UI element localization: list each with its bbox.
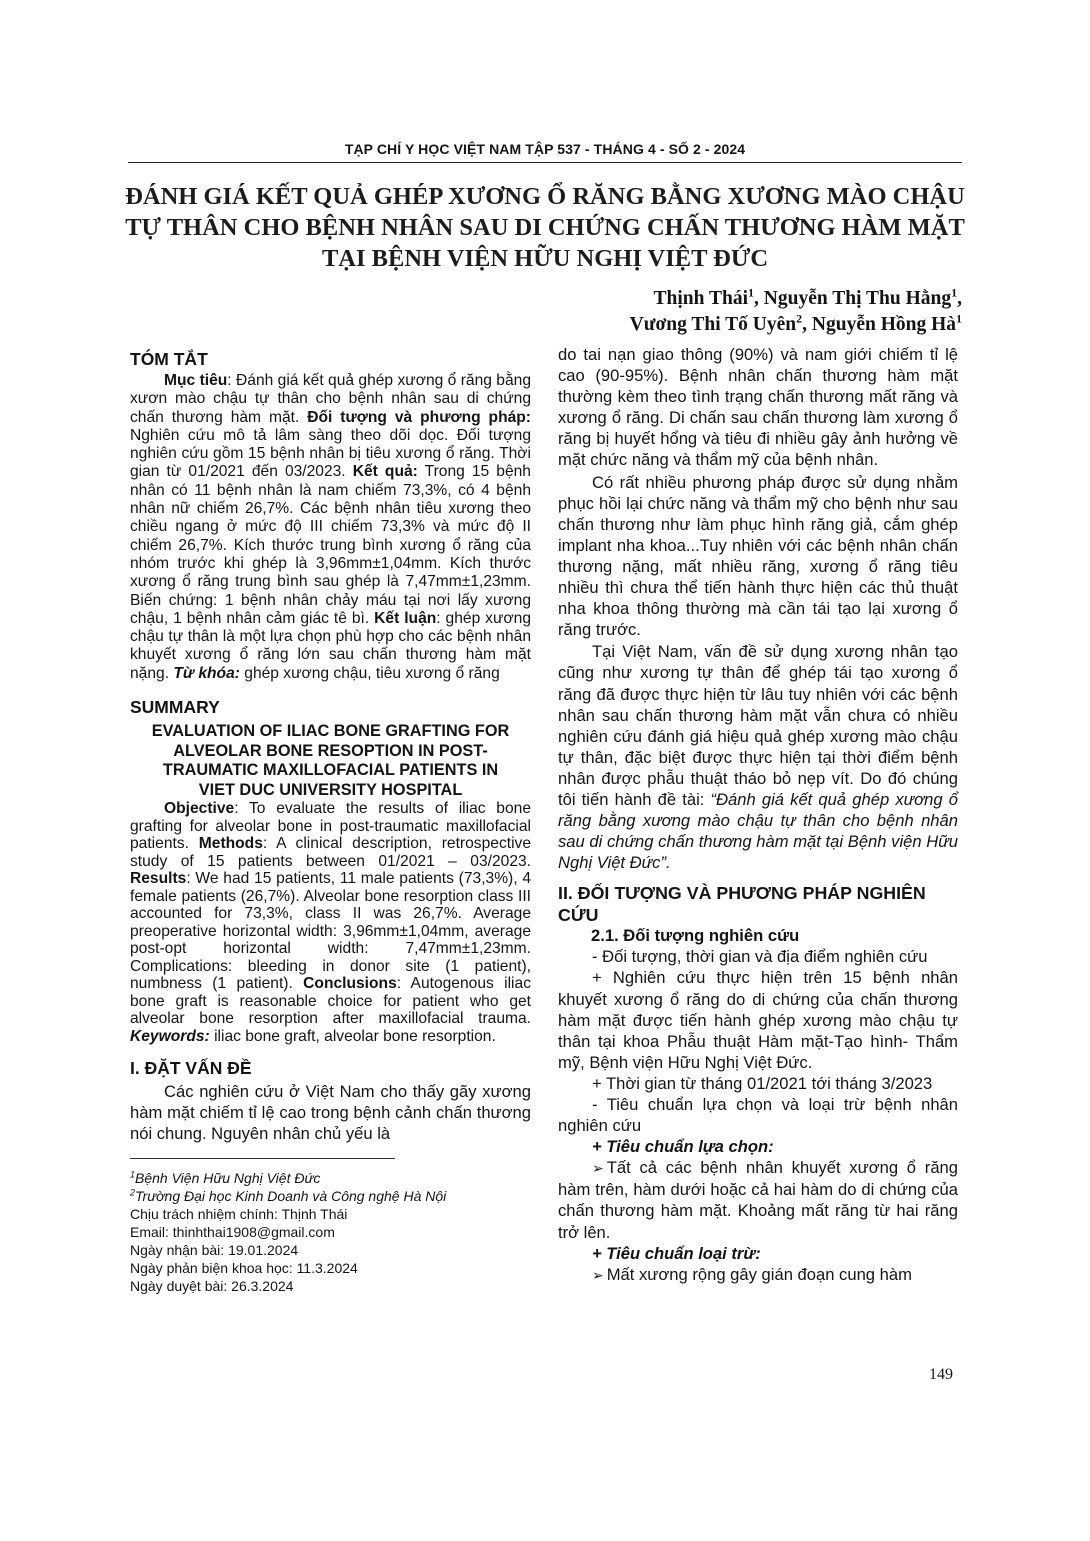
methods-item-3: + Thời gian từ tháng 01/2021 tới tháng 3/2023	[592, 1073, 933, 1093]
methods-heading: II. ĐỐI TƯỢNG VÀ PHƯƠNG PHÁP NGHIÊN CỨU	[558, 883, 926, 926]
footnote-email: Email: thinhthai1908@gmail.com	[130, 1224, 335, 1241]
footnote-rule	[130, 1158, 395, 1159]
intro-paragraph-2: Có rất nhiều phương pháp được sử dụng nhằm phục hồi lại chức năng và thẩm mỹ cho bệnh như sau chấn thương như làm phục hình răng giả, cắm ghép implant nha khoa...Tuy nhiên với các bệnh nhân chấn thương nặng, mất nhiều răng, xương ổ răng tiêu nhiều thì chưa thể tiến hành thực hiện các thủ thuật nha khoa thông thường mà cần tái tạo lại xương ổ răng trước.	[558, 472, 958, 640]
inclusion-criteria-heading: + Tiêu chuẩn lựa chọn:	[592, 1137, 774, 1157]
abstract-vi-methods: Nghiên cứu mô tả lâm sàng theo dõi dọc. Đối tượng nghiên cứu gồm 15 bệnh nhân bị tiêu xương ổ răng. Thời gian từ 01/2021 đến 03/2023.	[130, 426, 531, 481]
summary-methods-label: Methods	[198, 835, 263, 853]
arrow-bullet-icon: ➢	[592, 1160, 604, 1177]
author-3-affil: 2	[796, 311, 803, 326]
author-1: Thịnh Thái	[653, 288, 749, 309]
intro-paragraph-1: Các nghiên cứu ở Việt Nam cho thấy gãy xương hàm mặt chiếm tỉ lệ cao trong bệnh cảnh chấn thương nói chung. Nguyên nhân chủ yếu là	[130, 1082, 531, 1144]
title-line-1: ĐÁNH GIÁ KẾT QUẢ GHÉP XƯƠNG Ổ RĂNG BẰNG XƯƠNG MÀO CHẬU	[125, 183, 965, 210]
abstract-vi-results-label: Kết quả:	[352, 463, 418, 481]
summary-title	[130, 722, 531, 800]
abstract-vi-conclusion: : ghép xương chậu tự thân là một lựa chọn phù hợp cho các bệnh nhân khuyết xương ổ răng lớn sau chấn thương hàm mặt nặng.	[130, 609, 531, 682]
summary-conclusions: : Autogenous iliac bone graft is reasonable choice for patient who get alveolar bone resorption after maxillofacial trauma.	[130, 975, 531, 1028]
exclusion-criteria-item	[558, 1264, 958, 1286]
abstract-vi-body	[130, 372, 531, 683]
summary-results-label: Results	[130, 870, 187, 888]
summary-title-line-3: TRAUMATIC MAXILLOFACIAL PATIENTS IN	[162, 761, 499, 780]
summary-methods: : A clinical description, retrospective study of 15 patients between 01/2021 – 03/2023.	[130, 835, 532, 870]
footnote-corresponding: Chịu trách nhiệm chính: Thịnh Thái	[130, 1206, 348, 1223]
intro-heading: I. ĐẶT VẤN ĐỀ	[130, 1058, 252, 1079]
abstract-vi-keywords: ghép xương chậu, tiêu xương ổ răng	[239, 664, 500, 682]
exclusion-criteria-text: Mất xương rộng gây gián đoạn cung hàm	[606, 1264, 912, 1284]
abstract-vi-objective-label: Mục tiêu	[164, 372, 228, 389]
journal-header: TẠP CHÍ Y HỌC VIỆT NAM TẬP 537 - THÁNG 4 - SỐ 2 - 2024	[344, 141, 746, 157]
summary-title-line-1: EVALUATION OF ILIAC BONE GRAFTING FOR	[151, 722, 510, 741]
left-column	[130, 344, 531, 1295]
exclusion-criteria-heading: + Tiêu chuẩn loại trừ:	[592, 1243, 761, 1263]
abstract-vi-heading: TÓM TẮT	[130, 349, 208, 369]
page-number: 149	[929, 1366, 953, 1383]
summary-body	[130, 800, 531, 1045]
abstract-vi-objective: : Đánh giá kết quả ghép xương ổ răng bằng xươn mào chậu tự thân cho bệnh nhân sau di chứng chấn thương hàm mặt.	[130, 372, 531, 426]
arrow-bullet-icon: ➢	[592, 1266, 604, 1283]
author-2-affil: 1	[951, 285, 958, 300]
footnote-affil-2-mark: 2	[130, 1187, 136, 1198]
methods-item-2: + Nghiên cứu thực hiện trên 15 bệnh nhân khuyết xương ổ răng do di chứng của chấn thương hàm mặt được tiến hành ghép xương mào chậu tự thân tại khoa Phẫu thuật Hàm mặt-Tạo hình- Thẩm mỹ, Bệnh viện Hữu Nghị Việt Đức.	[558, 968, 958, 1072]
header-rule	[128, 162, 962, 163]
methods-item-1: - Đối tượng, thời gian và địa điểm nghiên cứu	[592, 947, 928, 967]
inclusion-criteria-text: Tất cả các bệnh nhân khuyết xương ổ răng hàm trên, hàm dưới hoặc cả hai hàm do di chứng của chấn thương hàm mặt. Khoảng mất răng từ hai răng trở lên.	[558, 1158, 958, 1242]
intro-paragraph-3-text: Tại Việt Nam, vấn đề sử dụng xương nhân tạo cũng như xương tự thân để ghép tái tạo xương ổ răng đã được thực hiện từ lâu tuy nhiên với các bệnh nhân sau chấn thương hàm mặt vẫn chưa có nhiều nghiên cứu đánh giá hiệu quả ghép xương mào chậu tự thân, đặc biệt được thực hiện tại thời điểm bệnh nhân được phẫu thuật tháo bỏ nẹp vít. Do đó chúng tôi tiến hành đề tài:	[558, 642, 958, 809]
summary-title-line-2: ALVEOLAR BONE RESOPTION IN POST-	[173, 741, 488, 760]
summary-keywords: iliac bone graft, alveolar bone resorption.	[209, 1027, 496, 1045]
abstract-vi-results: Trong 15 bệnh nhân có 11 bệnh nhân là nam chiếm 73,3%, có 4 bệnh nhân nữ chiếm 26,7%. Các bệnh nhân tiêu xương theo chiều ngang ở mức độ III chiếm 73,3% và mức độ II chiếm 26,7%. Kích thước trung bình xương ổ răng của nhóm trước khi ghép là 3,96mm±1,04mm. Kích thước xương ổ răng trung bình sau ghép là 7,47mm±1,23mm. Biến chứng: 1 bệnh nhân chảy máu tại nơi lấy xương chậu, 1 bệnh nhân cảm giác tê bì.	[130, 463, 531, 627]
authors-line-1: Thịnh Thái$^1$, Nguyễn Thị Thu Hằng$^1$,	[653, 285, 962, 309]
abstract-vi-keywords-label: Từ khóa:	[173, 664, 240, 682]
authors	[630, 286, 962, 338]
author-4-affil: 1	[956, 311, 962, 326]
summary-keywords-label: Keywords:	[130, 1027, 210, 1045]
right-column	[558, 344, 958, 1286]
footnote-reviewed: Ngày phản biện khoa học: 11.3.2024	[130, 1260, 358, 1277]
summary-objective-label: Objective	[164, 800, 235, 818]
title-line-3: TẠI BỆNH VIỆN HỮU NGHỊ VIỆT ĐỨC	[321, 245, 769, 272]
summary-conclusions-label: Conclusions	[303, 975, 397, 993]
summary-title-line-4: VIET DUC UNIVERSITY HOSPITAL	[198, 780, 463, 799]
footnote-affil-1-text: Bệnh Viện Hữu Nghị Việt Đức	[135, 1170, 321, 1187]
abstract-vi-conclusion-label: Kết luận	[374, 609, 437, 627]
author-4: Nguyễn Hồng Hà	[811, 314, 956, 335]
authors-line-2: Vương Thi Tố Uyên$^2$, Nguyễn Hồng $Hà^1$	[629, 311, 962, 335]
footnote-accepted: Ngày duyệt bài: 26.3.2024	[130, 1278, 294, 1295]
summary-heading: SUMMARY	[130, 697, 220, 718]
intro-paragraph-1-cont: do tai nạn giao thông (90%) và nam giới chiếm tỉ lệ cao (90-95%). Bệnh nhân chấn thương hàm mặt thường kèm theo tình trạng chấn thương mất răng và xương ổ răng. Di chấn sau chấn thương làm xương ổ răng bị huyết hổng và tiêu đi nhiều gây ảnh hưởng về mặt chức năng và thẩm mỹ của bệnh nhân.	[558, 345, 958, 470]
author-2: Nguyễn Thị Thu Hằng	[763, 288, 952, 309]
abstract-vi-methods-label: Đối tượng và phương pháp:	[307, 408, 531, 426]
footnote-received: Ngày nhận bài: 19.01.2024	[130, 1242, 299, 1259]
intro-paragraph-3-quote: “Đánh giá kết quả ghép xương ổ răng bằng xương mào chậu tự thân cho bệnh nhân sau di chứng chấn thương hàm mặt tại Bệnh viện Hữu Nghị Việt Đức”.	[558, 789, 958, 873]
intro-paragraph-3	[558, 641, 958, 873]
author-1-affil: 1	[748, 285, 755, 300]
footnote-affil-1	[130, 1169, 531, 1187]
footnote-affil-2	[130, 1187, 531, 1205]
inclusion-criteria-item	[558, 1157, 958, 1242]
author-3: Vương Thi Tố Uyên	[629, 314, 797, 335]
methods-subheading: 2.1. Đối tượng nghiên cứu	[591, 926, 800, 946]
title-line-2: TỰ THÂN CHO BỆNH NHÂN SAU DI CHỨNG CHẤN THƯƠNG HÀM MẶT	[125, 214, 965, 241]
summary-objective: : To evaluate the results of iliac bone grafting for alveolar bone in post-traumatic maxillofacial patients.	[130, 800, 531, 853]
methods-item-4: - Tiêu chuẩn lựa chọn và loại trừ bệnh nhân nghiên cứu	[558, 1095, 958, 1136]
footnote-affil-1-mark: 1	[130, 1169, 136, 1180]
footnote-affil-2-text: Trường Đại học Kinh Doanh và Công nghệ Hà Nội	[135, 1188, 447, 1205]
summary-results: : We had 15 patients, 11 male patients (73,3%), 4 female patients (26,7%). Alveolar bone resorption class III accounted for 73,3%, class II was 26,7%. Average preoperative horizontal width: 3,96mm±1,04mm, average post-opt horizontal width: 7,47mm±1,23mm. Complications: bleeding in donor site (1 patient), numbness (1 patient).	[130, 870, 531, 993]
article-title	[118, 181, 972, 274]
